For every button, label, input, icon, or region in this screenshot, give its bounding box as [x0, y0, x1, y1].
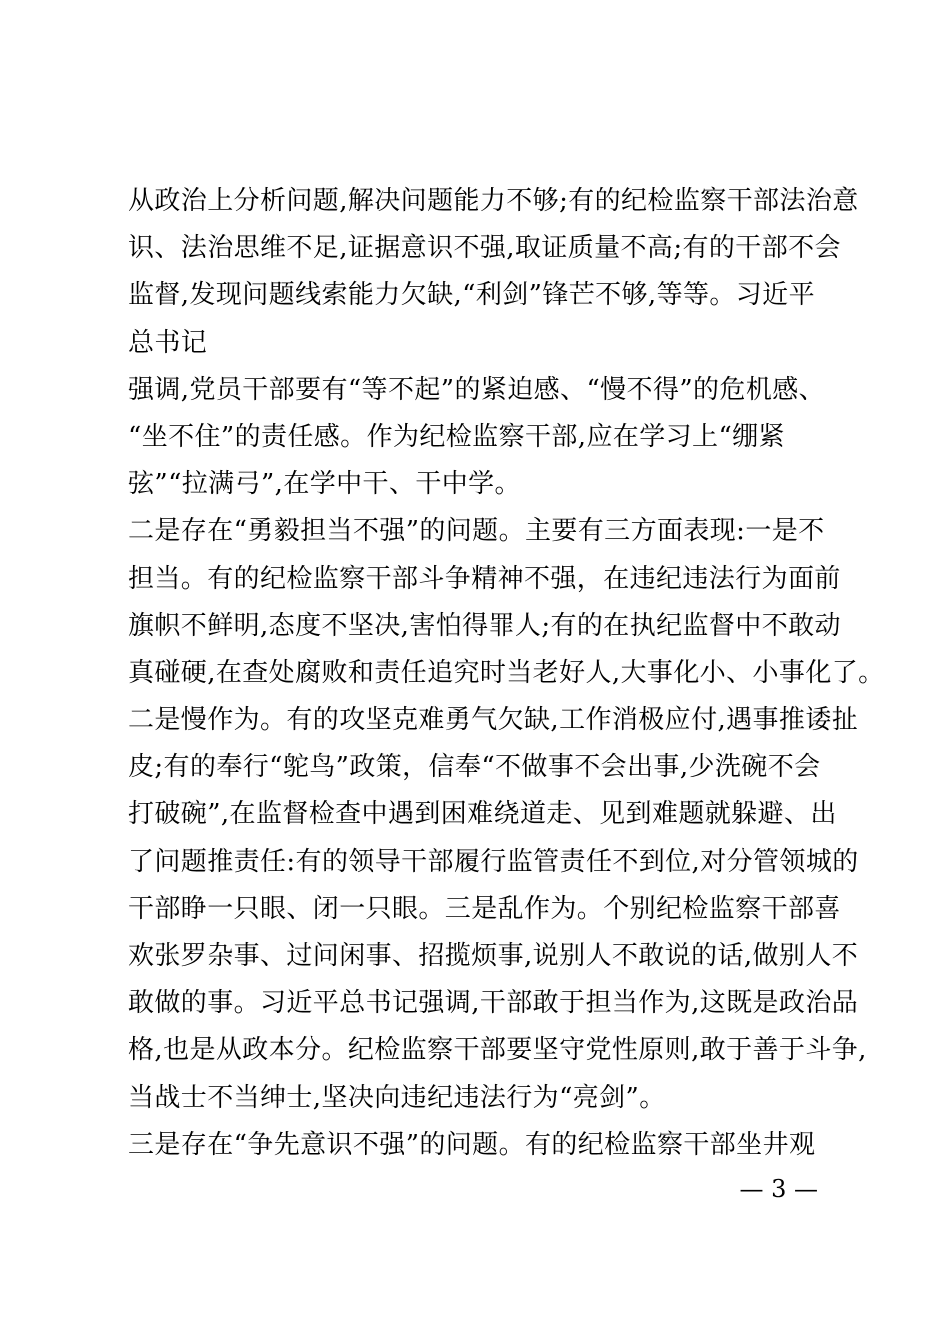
- page-number: — 3 —: [739, 1175, 818, 1203]
- text-line: 弦”“拉满弓”,在学中干、干中学。: [128, 469, 521, 500]
- text-line: 欢张罗杂事、过问闲事、招揽烦事,说别人不敢说的话,做别人不: [128, 941, 859, 971]
- text-line: 从政治上分析问题,解决问题能力不够;有的纪检监察干部法治意: [128, 186, 859, 216]
- text-line: 皮;有的奉行“鸵鸟”政策，信奉“不做事不会出事,少洗碗不会: [128, 752, 821, 783]
- text-line: 打破碗”,在监督检查中遇到困难绕道走、见到难题就躲避、出: [128, 799, 837, 830]
- text-line: 了问题推责任:有的领导干部履行监管责任不到位,对分管领城的: [128, 846, 859, 877]
- text-line: 担当。有的纪检监察干部斗争精神不强，在违纪违法行为面前: [128, 563, 841, 594]
- body-text: [128, 178, 885, 1169]
- text-line: 旗帜不鲜明,态度不坚决,害怕得罪人;有的在执纪监督中不敢动: [128, 610, 841, 641]
- text-line: “坐不住”的责任感。作为纪检监察干部,应在学习上“绷紧: [128, 421, 785, 452]
- text-line: 二是存在“勇毅担当不强”的问题。主要有三方面表现:一是不: [128, 516, 825, 547]
- text-line: 敢做的事。习近平总书记强调,干部敢于担当作为,这既是政治品: [128, 988, 859, 1019]
- text-line: 识、法治思维不足,证据意识不强,取证质量不高;有的干部不会: [128, 233, 841, 264]
- text-line: 二是慢作为。有的攻坚克难勇气欠缺,工作消极应付,遇事推诿扯: [128, 705, 859, 736]
- text-line: 当战士不当绅士,坚决向违纪违法行为“亮剑”。: [128, 1082, 666, 1113]
- text-line: 强调,党员干部要有“等不起”的紧迫感、“慢不得”的危机感、: [128, 374, 826, 405]
- text-line: 监督,发现问题线索能力欠缺,“利剑”锋芒不够,等等。习近平: [128, 280, 815, 311]
- text-line: 格,也是从政本分。纪检监察干部要坚守党性原则,敢于善于斗争,: [128, 1035, 867, 1066]
- text-line: 干部睁一只眼、闭一只眼。三是乱作为。个别纪检监察干部喜: [128, 893, 841, 924]
- text-line: 总书记: [128, 327, 208, 358]
- text-line: 真碰硬,在查处腐败和责任追究时当老好人,大事化小、小事化了。: [128, 657, 885, 688]
- text-line: 三是存在“争先意识不强”的问题。有的纪检监察干部坐井观: [128, 1129, 816, 1160]
